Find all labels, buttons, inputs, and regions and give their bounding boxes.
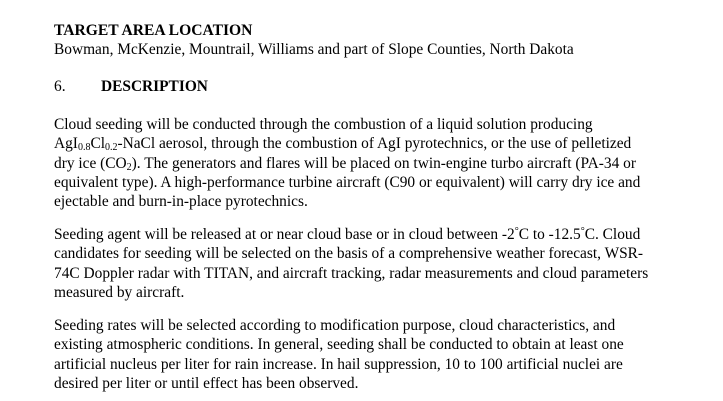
paragraph-line: artificial nucleus per liter for rain increase. In hail suppression, 10 to 100 artificial nuclei are	[54, 355, 623, 373]
paragraph-line	[54, 154, 694, 173]
text-run: dry ice (CO	[54, 154, 127, 172]
paragraph-line: ejectable and burn-in-place pyrotechnics.	[54, 193, 308, 211]
target-area-counties: Bowman, McKenzie, Mountrail, Williams and part of Slope Counties, North Dakota	[54, 41, 574, 58]
paragraph-line: measured by aircraft.	[54, 283, 185, 301]
paragraph-line: candidates for seeding will be selected on the basis of a comprehensive weather forecast, WSR-	[54, 245, 644, 263]
section-number: 6.	[54, 78, 66, 95]
text-run: ). The generators and flares will be placed on twin-engine turbo aircraft (PA-34 or	[131, 154, 636, 172]
degree-symbol: °	[580, 226, 585, 237]
text-run: Seeding agent will be released at or near cloud base or in cloud between -2	[54, 226, 515, 243]
paragraph-line: existing atmospheric conditions. In general, seeding shall be conducted to obtain at least one	[54, 336, 624, 354]
target-area-heading: TARGET AREA LOCATION	[54, 22, 253, 39]
description-paragraph-2	[54, 225, 694, 302]
subscript: 0.8	[77, 142, 91, 154]
text-run: C. Cloud	[584, 226, 641, 243]
paragraph-line	[54, 134, 694, 153]
subscript: 0.2	[104, 142, 118, 154]
description-paragraph-3	[54, 316, 694, 393]
degree-symbol: °	[514, 226, 519, 237]
section-heading	[54, 77, 208, 96]
paragraph-line: Seeding rates will be selected according to modification purpose, cloud characteristics, and	[54, 317, 616, 334]
description-paragraph-1	[54, 115, 694, 211]
paragraph-line: equivalent type). A high-performance turbine aircraft (C90 or equivalent) will carry dry ice and	[54, 173, 641, 191]
chemical-cl: Cl	[90, 135, 105, 153]
paragraph-line: 74C Doppler radar with TITAN, and aircraft tracking, radar measurements and cloud parameters	[54, 264, 649, 282]
text-run: -NaCl aerosol, through the combustion of AgI pyrotechnics, or the use of pelletized	[117, 135, 632, 153]
paragraph-line: Cloud seeding will be conducted through the combustion of a liquid solution producing	[54, 116, 593, 133]
paragraph-line	[54, 225, 694, 244]
text-run: C to -12.5	[518, 226, 581, 243]
paragraph-line: desired per liter or until effect has been observed.	[54, 374, 359, 392]
subscript: 2	[126, 161, 132, 173]
section-title: DESCRIPTION	[101, 78, 208, 95]
chemical-agi: AgI	[54, 135, 78, 153]
